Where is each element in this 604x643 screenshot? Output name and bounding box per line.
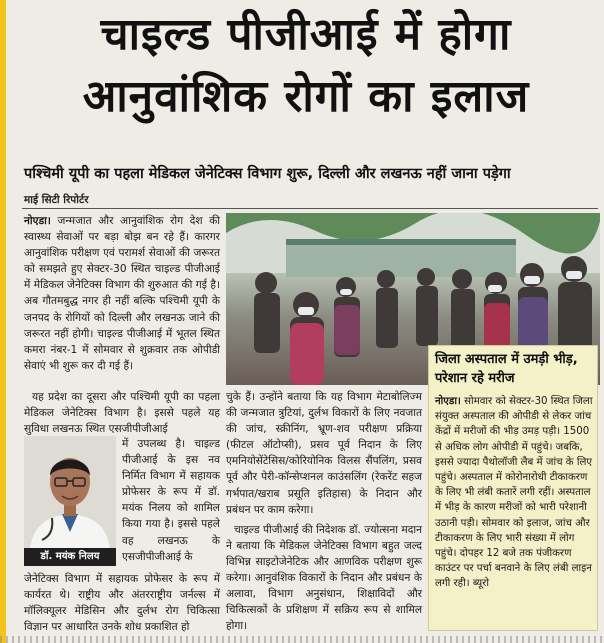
- article-column-1-mid: [24, 389, 220, 441]
- dateline: नोएडा।: [24, 215, 51, 227]
- article-paragraph: में उपलब्ध है। चाइल्ड पीजीआई के इस नव निर्मित विभाग में सहायक प्रोफेसर के रूप में डॉ. मयंक निलय को शामिल किया गया है। इससे पहले वह लखनऊ के एसजीपीजीआई के: [122, 438, 220, 563]
- portrait-photo: [24, 436, 116, 548]
- article-paragraph: चाइल्ड पीजीआई की निदेशक डॉ. ज्योत्सना मदान ने बताया कि मेडिकल जेनेटिक्स विभाग बहुत जल्द विभिन्न साइटोजेनेटिक और आणविक परीक्षण शुरू करेगा। आनुवंशिक विकारों के निदान और प्रबंधन के अलावा, विभाग अनुसंधान, शिक्षाविदों और चिकित्सकों के प्रशिक्षण में सक्रिय रूप से शामिल होगा।: [226, 523, 422, 633]
- article-column-1-bottom: [24, 571, 220, 639]
- byline: माई सिटी रिपोर्टर: [24, 194, 89, 206]
- headline: चाइल्ड पीजीआई में होगा आनुवांशिक रोगों का इलाज: [82, 9, 530, 122]
- article-paragraph: यह प्रदेश का दूसरा और पश्चिमी यूपी का पहला मेडिकल जेनेटिक्स विभाग है। इससे पहले यह सुविधा लखनऊ स्थित एसजीपीजीआई: [24, 391, 220, 436]
- sidebar-box-body: [435, 394, 593, 592]
- doctor-portrait-image: [24, 436, 116, 548]
- article-paragraph: [24, 213, 220, 374]
- dateline: नोएडा।: [435, 396, 461, 407]
- article-column-1-beside-portrait: [122, 436, 220, 569]
- article-paragraph: चुके हैं। उन्होंने बताया कि यह विभाग मेटाबोलिज्म की जन्मजात त्रुटियां, दुर्लभ विकारों के लिए नवजात की जांच, स्क्रीनिंग, भ्रूण-शव परीक्षण प्रक्रिया (फीटल ऑटोप्सी), प्रसव पूर्व निदान के लिए एमनियोसेंटेसिस/कोरियोनिक विलस सैंपलिंग, प्रसव पूर्व और पेरी-कॉन्सेप्शनल काउंसलिंग (रेकरेंट सहज गर्भपात/खराब प्रसूति इतिहास) के निदान और प्रबंधन पर काम करेगा।: [226, 391, 422, 516]
- article-paragraph: जेनेटिक्स विभाग में सहायक प्रोफेसर के रूप में कार्यरत थे। राष्ट्रीय और अंतरराष्ट्रीय जर्नल्स में मॉलिक्यूलर मेडिसिन और दुर्लभ रोग चिकित्सा विज्ञान पर आधारित उनके शोध प्रकाशित हो: [24, 573, 220, 634]
- sidebar-news-box: [428, 345, 598, 631]
- sidebar-box-title: जिला अस्पताल में उमड़ी भीड़, परेशान रहे मरीज: [435, 352, 578, 386]
- subheadline: पश्चिमी यूपी का पहला मेडिकल जेनेटिक्स विभाग शुरू, दिल्ली और लखनऊ नहीं जाना पड़ेगा: [24, 166, 511, 182]
- page-edge-accent: [0, 0, 6, 643]
- page-bottom-pattern: [0, 636, 604, 643]
- divider: [22, 208, 598, 209]
- paragraph-text: सोमवार को सेक्टर-30 स्थित जिला संयुक्त अस्पताल की ओपीडी से लेकर जांच केंद्रों में मरीजों की भीड़ उमड़ पड़ी। 1500 से अधिक लोग ओपीडी में पहुंचे। जबकि, इससे ज्यादा पैथोलॉजी लैब में जांच के लिए पहुंचे। अस्पताल में कोरोनारोधी टीकाकरण के लिए भी लंबी कतारें लगी रहीं। अस्पताल में भीड़ के कारण मरीजों को भारी परेशानी उठानी पड़ी। सोमवार को इलाज, जांच और टीकाकरण के लिए भारी संख्या में लोग पहुंचे। दोपहर 12 बजे तक पंजीकरण काउंटर पर पर्चा बनवाने के लिए लंबी लाइन लगी रही। ब्यूरो: [435, 396, 593, 590]
- article-column-2: [226, 389, 422, 638]
- portrait-caption: डॉ. मयंक निलय: [24, 548, 116, 566]
- article-column-1-top: [24, 213, 220, 378]
- paragraph-text: जन्मजात और आनुवांशिक रोग देश की स्वास्थ्य सेवाओं पर बड़ा बोझ बन रहे हैं। कारगर आनुवांशिक परीक्षण एवं परामर्श सेवाओं की जरूरत को समझते हुए सेक्टर-30 स्थित चाइल्ड पीजीआई में मेडिकल जेनेटिक्स विभाग की शुरुआत की गई है। अब गौतमबुद्ध नगर ही नहीं बल्कि पश्चिमी यूपी के जनपद के रोगियों को दिल्ली और लखनऊ जाने की जरूरत नहीं होगी। चाइल्ड पीजीआई में भूतल स्थित कमरा नंबर-1 में सोमवार से शुक्रवार तक ओपीडी सेवाएं भी शुरू कर दी गई हैं।: [24, 215, 220, 372]
